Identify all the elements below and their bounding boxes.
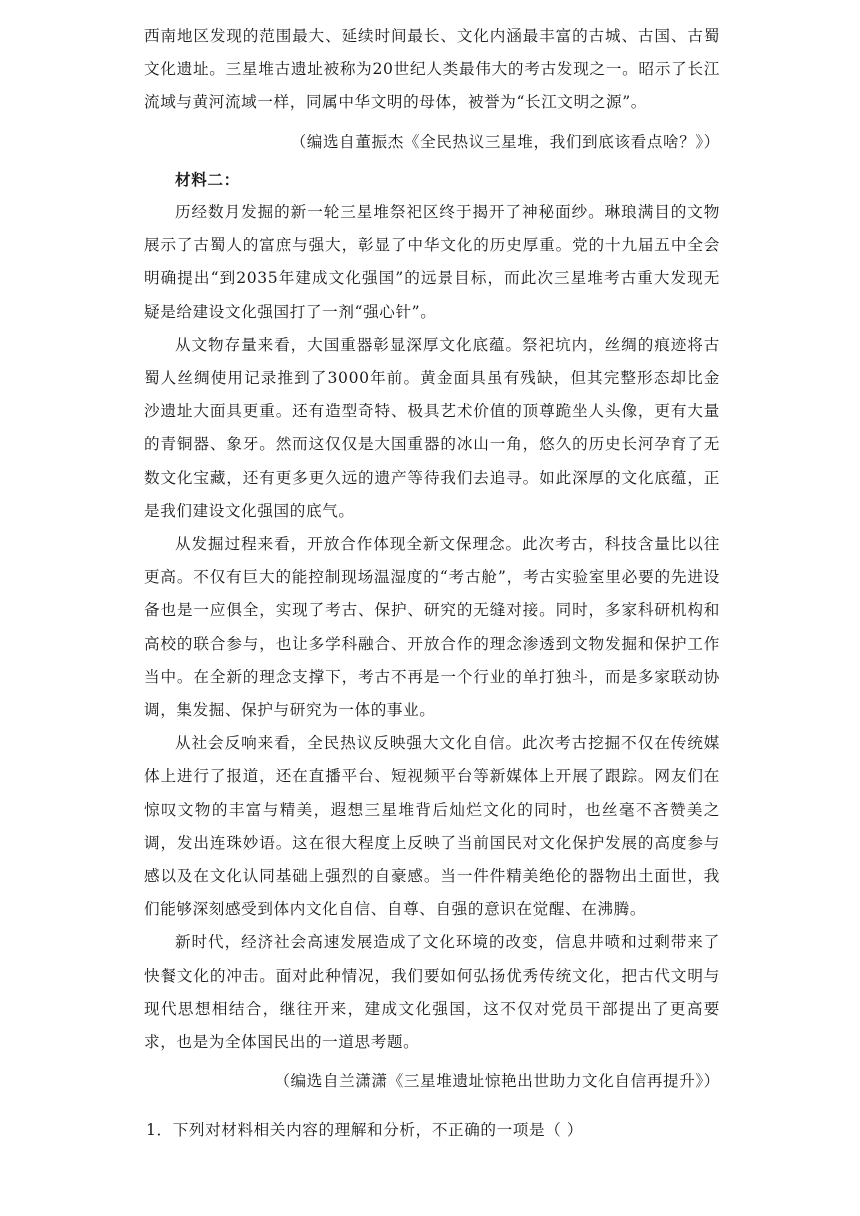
material2-heading: 材料二： — [175, 169, 240, 189]
material2-paragraph-2: 从文物存量来看，大国重器彰显深厚文化底蕴。祭祀坑内，丝绸的痕迹将古蜀人丝绸使用记录推到了3000年前。黄金面具虽有残缺，但其完整形态却比金沙遗址大面具更重。还有造型奇特、极具艺术价值的顶尊跪坐人头像，更有大量的青铜器、象牙。然而这仅仅是大国重器的冰山一角，悠久的历史长河孕育了无数文化宝藏，还有更多更久远的遗产等待我们去追寻。如此深厚的文化底蕴，正是我们建设文化强国的底气。 — [144, 335, 720, 520]
question-1: 1．下列对材料相关内容的理解和分析，不正确的一项是（ ） — [146, 1121, 584, 1139]
document-body — [144, 0, 720, 1103]
material2-paragraph-4: 从社会反响来看，全民热议反映强大文化自信。此次考古挖掘不仅在传统媒体上进行了报道，还在直播平台、短视频平台等新媒体上开展了跟踪。网友们在惊叹文物的丰富与精美，遐想三星堆背后灿烂文化的同时，也丝毫不吝赞美之调，发出连珠妙语。这在很大程度上反映了当前国民对文化保护发展的高度参与感以及在文化认同基础上强烈的自豪感。当一件件精美绝伦的器物出土面世，我们能够深刻感受到体内文化自信、自尊、自强的意识在觉醒、在沸腾。 — [144, 734, 720, 919]
source-citation-1: （编选自董振杰《全民热议三星堆，我们到底该看点啥？》） — [290, 132, 720, 151]
material2-paragraph-3: 从发掘过程来看，开放合作体现全新文保理念。此次考古，科技含量比以往更高。不仅有巨大的能控制现场温湿度的“考古舱”，考古实验室里必要的先进设备也是一应俱全，实现了考古、保护、研究的无缝对接。同时，多家科研机构和高校的联合参与，也让多学科融合、开放合作的理念渗透到文物发掘和保护工作当中。在全新的理念支撑下，考古不再是一个行业的单打独斗，而是多家联动协调，集发掘、保护与研究为一体的事业。 — [144, 535, 720, 720]
material2-paragraph-5: 新时代，经济社会高速发展造成了文化环境的改变，信息井喷和过剩带来了快餐文化的冲击。面对此种情况，我们要如何弘扬优秀传统文化，把古代文明与现代思想相结合，继往开来，建成文化强国，这不仅对党员干部提出了更高要求，也是为全体国民出的一道思考题。 — [144, 933, 720, 1052]
material2-paragraph-1: 历经数月发掘的新一轮三星堆祭祀区终于揭开了神秘面纱。琳琅满目的文物展示了古蜀人的富庶与强大，彰显了中华文化的历史厚重。党的十九届五中全会明确提出“到2035年建成文化强国”的远景目标，而此次三星堆考古重大发现无疑是给建设文化强国打了一剂“强心针”。 — [144, 203, 720, 321]
material1-tail-paragraph: 西南地区发现的范围最大、延续时间最长、文化内涵最丰富的古城、古国、古蜀文化遗址。三星堆古遗址被称为20世纪人类最伟大的考古发现之一。昭示了长江流域与黄河流域一样，同属中华文明的母体，被誉为“长江文明之源”。 — [144, 27, 720, 112]
source-citation-2: （编选自兰潇潇《三星堆遗址惊艳出世助力文化自信再提升》） — [274, 1072, 720, 1091]
